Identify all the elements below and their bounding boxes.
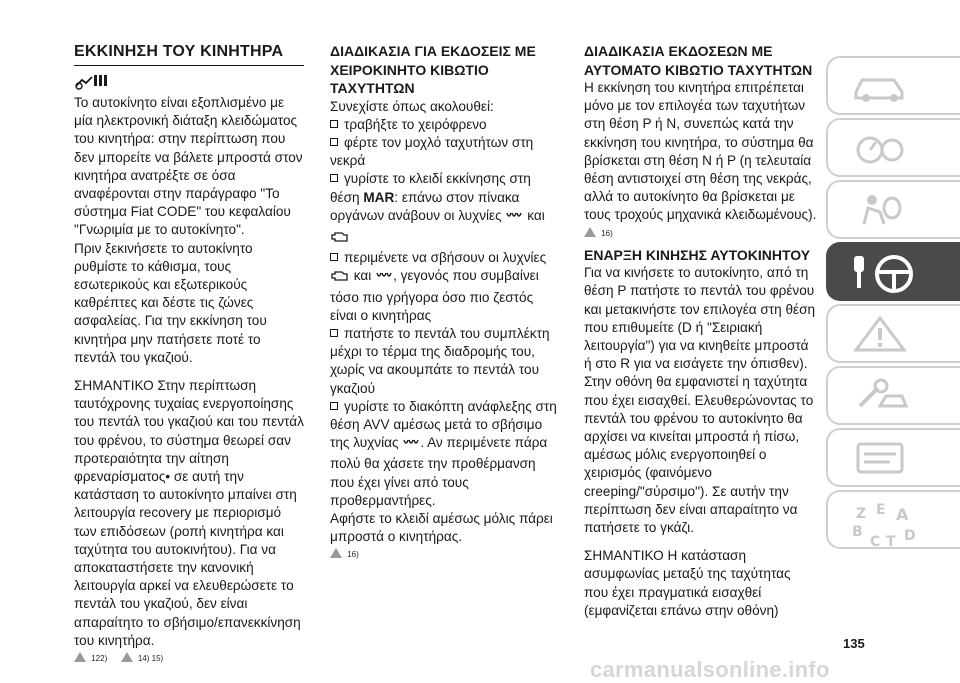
section-title: ΕΚΚΙΝΗΣΗ ΤΟΥ ΚΙΝΗΤΗΡΑ xyxy=(74,43,284,60)
svg-text:A: A xyxy=(896,505,909,524)
tab-technical-data[interactable] xyxy=(826,428,960,487)
section-title: ΔΙΑΔΙΚΑΣΙΑ ΕΚΔΟΣΕΩΝ ΜΕ ΑΥΤΟΜΑΤΟ ΚΙΒΩΤΙΟ ΤΑΧΥΤΗΤΩΝ xyxy=(584,43,813,78)
column-2 xyxy=(330,42,562,561)
intro-text: Συνεχίστε όπως ακολουθεί: xyxy=(330,98,494,114)
car-icon xyxy=(850,66,910,106)
list-item: περιμένετε να σβήσουν οι λυχνίες και , γεγονός που συμβαίνει τόσο πιο γρήγορα όσο πιο ζεστός είναι ο κινητήρας xyxy=(330,250,547,323)
bullet-icon xyxy=(330,174,338,182)
bullet-icon xyxy=(330,402,338,410)
warning-triangle-icon xyxy=(121,652,133,662)
bullet-icon xyxy=(330,120,338,128)
tab-safety[interactable] xyxy=(826,180,960,239)
tab-warnings[interactable] xyxy=(826,304,960,363)
paragraph: Αφήστε το κλειδί αμέσως μόλις πάρει μπροστά ο κινητήρας. xyxy=(330,510,553,545)
paragraph: Για να κινήσετε το αυτοκίνητο, από τη θέση P πατήστε το πεντάλ του φρένου και μετακινήστε τον επιλογέα στη θέση που επιθυμείτε (D ή "Σειριακή λειτουργία") για να κινηθείτε μπροστά ή στο R για να εισάγετε την όπισθεν). Στην οθόνη θα εμφανιστεί η ταχύτητα που έχει εισαχθεί. Ελευθερώνοντας το πεντάλ του φρένου το αυτοκίνητο θα αρχίσει να κινείται μπροστά ή πίσω, αμέσως μόλις ενεργοποιηθεί ο χειρισμός (φαινόμενο creeping/"σύρσιμο"). Σε αυτήν την περίπτωση δεν είναι απαραίτητο να πατήσετε το γκάζι. xyxy=(584,265,816,535)
watermark: carmanualsonline.info xyxy=(590,657,830,682)
steering-key-icon xyxy=(850,252,920,296)
bullet-icon xyxy=(330,253,338,261)
warning-triangle-icon xyxy=(850,314,910,354)
warning-triangle-icon xyxy=(74,652,86,662)
page-number: 135 xyxy=(843,636,865,651)
tab-maintenance[interactable] xyxy=(826,366,960,425)
reference-notes: 122) 14) 15) xyxy=(74,652,306,665)
tab-car[interactable] xyxy=(826,56,960,115)
warning-triangle-icon xyxy=(584,227,596,237)
engine-warning-icon xyxy=(330,269,350,288)
list-item: γυρίστε το διακόπτη ανάφλεξης στη θέση AVV αμέσως μετά το σβήσιμο της λυχνίας . Αν περιμένετε πάρα πολύ θα χάσετε την προθέρμανση που έχει γίνει από τους προθερμαντήρες. xyxy=(330,398,557,508)
list-item: φέρτε τον μοχλό ταχυτήτων στη νεκρά xyxy=(330,134,534,169)
airbag-person-icon xyxy=(850,190,910,230)
glow-plug-icon xyxy=(402,437,420,455)
dashboard-icon xyxy=(850,128,910,168)
paragraph: ΣΗΜΑΝΤΙΚΟ Στην περίπτωση ταυτόχρονης τυχαίας ενεργοποίησης του πεντάλ του γκαζιού και του πεντάλ του φρένου, το σύστημα θεωρεί σαν προτεραιότητα την αίτηση φρεναρίσματος• σε αυτή την κατάσταση το αυτοκίνητο μπαίνει στη λειτουργία recovery με περιορισμό των επιδόσεων (ροπή κινητήρα και ταχύτητα του αυτοκινήτου). Για να αποκαταστήσετε την κανονική λειτουργία αρκεί να ελευθερώσετε το πεντάλ του γκαζιού, δεν είναι απαραίτητο το σβήσιμο/επανεκκίνηση του κινητήρα. xyxy=(74,378,304,648)
section-title: ΔΙΑΔΙΚΑΣΙΑ ΓΙΑ ΕΚΔΟΣΕΙΣ ΜΕ ΧΕΙΡΟΚΙΝΗΤΟ ΚΙΒΩΤΙΟ ΤΑΧΥΤΗΤΩΝ xyxy=(330,43,536,96)
glow-plug-icon xyxy=(375,270,393,288)
paragraph: ΣΗΜΑΝΤΙΚΟ Η κατάσταση ασυμφωνίας μεταξύ της ταχύτητας που έχει πραγματικά εισαχθεί (εμφανίζεται επάνω στην οθόνη) xyxy=(584,548,791,618)
tab-dashboard[interactable] xyxy=(826,118,960,177)
wrench-car-icon xyxy=(850,376,910,416)
column-1 xyxy=(74,42,306,665)
engine-warning-icon xyxy=(330,230,350,249)
bullet-icon xyxy=(330,329,338,337)
bullet-icon xyxy=(330,138,338,146)
tab-index[interactable] xyxy=(826,490,960,549)
chapter-tabs xyxy=(826,56,960,552)
paragraph: Το αυτοκίνητο είναι εξοπλισμένο με μία ηλεκτρονική διάταξη κλειδώματος του κινητήρα: στην περίπτωση που δεν μπορείτε να βάλετε μπροστά στον κινητήρα ανατρέξτε σε όσα αναφέρονται στην παράγραφο "Το σύστημα Fiat CODE" του κεφαλαίου "Γνωριμία με το αυτοκίνητο". xyxy=(74,95,303,238)
paragraph: Πριν ξεκινήσετε το αυτοκίνητο ρυθμίστε το κάθισμα, τους εσωτερικούς και εξωτερικούς καθρέπτες και δέστε τις ζώνες ασφαλείας. Για την εκκίνηση του κινητήρα μην πατήσετε ποτέ το πεντάλ του γκαζιού. xyxy=(74,240,267,365)
svg-text:D: D xyxy=(904,528,916,544)
paragraph: Η εκκίνηση του κινητήρα επιτρέπεται μόνο με τον επιλογέα των ταχυτήτων στη θέση P ή N, συνεπώς κατά την εκκίνηση του κινητήρα, το σύστημα θα βρίσκεται στη θέση N ή P (η τελευταία θέση αντιστοιχεί στη θέση της νεκράς, αλλά το αυτοκίνητο θα βρίσκεται με τους τροχούς μηχανικά κλειδωμένους). xyxy=(584,80,817,223)
warning-triangle-icon xyxy=(330,548,342,558)
svg-text:T: T xyxy=(886,534,896,550)
svg-text:B: B xyxy=(852,524,863,540)
list-item: πατήστε το πεντάλ του συμπλέκτη μέχρι το τέρμα της διαδρομής του, χωρίς να ακουμπάτε το πεντάλ του γκαζιού xyxy=(330,325,550,396)
title-divider xyxy=(74,65,304,66)
index-abc-icon xyxy=(850,500,920,550)
reference-notes: 16) xyxy=(330,548,562,561)
svg-text:E: E xyxy=(876,502,886,518)
svg-text:C: C xyxy=(870,534,881,550)
tab-starting-driving[interactable] xyxy=(826,242,960,301)
technical-data-icon xyxy=(850,438,910,478)
engine-start-icon xyxy=(74,72,306,92)
glow-plug-icon xyxy=(505,210,523,228)
list-item: γυρίστε το κλειδί εκκίνησης στη θέση MAR: επάνω στον πίνακα οργάνων ανάβουν οι λυχνίες και xyxy=(330,170,562,249)
section-title: ΕΝΑΡΞΗ ΚΙΝΗΣΗΣ ΑΥΤΟΚΙΝΗΤΟΥ xyxy=(584,246,811,263)
svg-text:Z: Z xyxy=(856,506,867,522)
column-3 xyxy=(584,42,818,620)
list-item: τραβήξτε το χειρόφρενο xyxy=(330,116,562,134)
reference-notes: 16) xyxy=(584,227,818,240)
